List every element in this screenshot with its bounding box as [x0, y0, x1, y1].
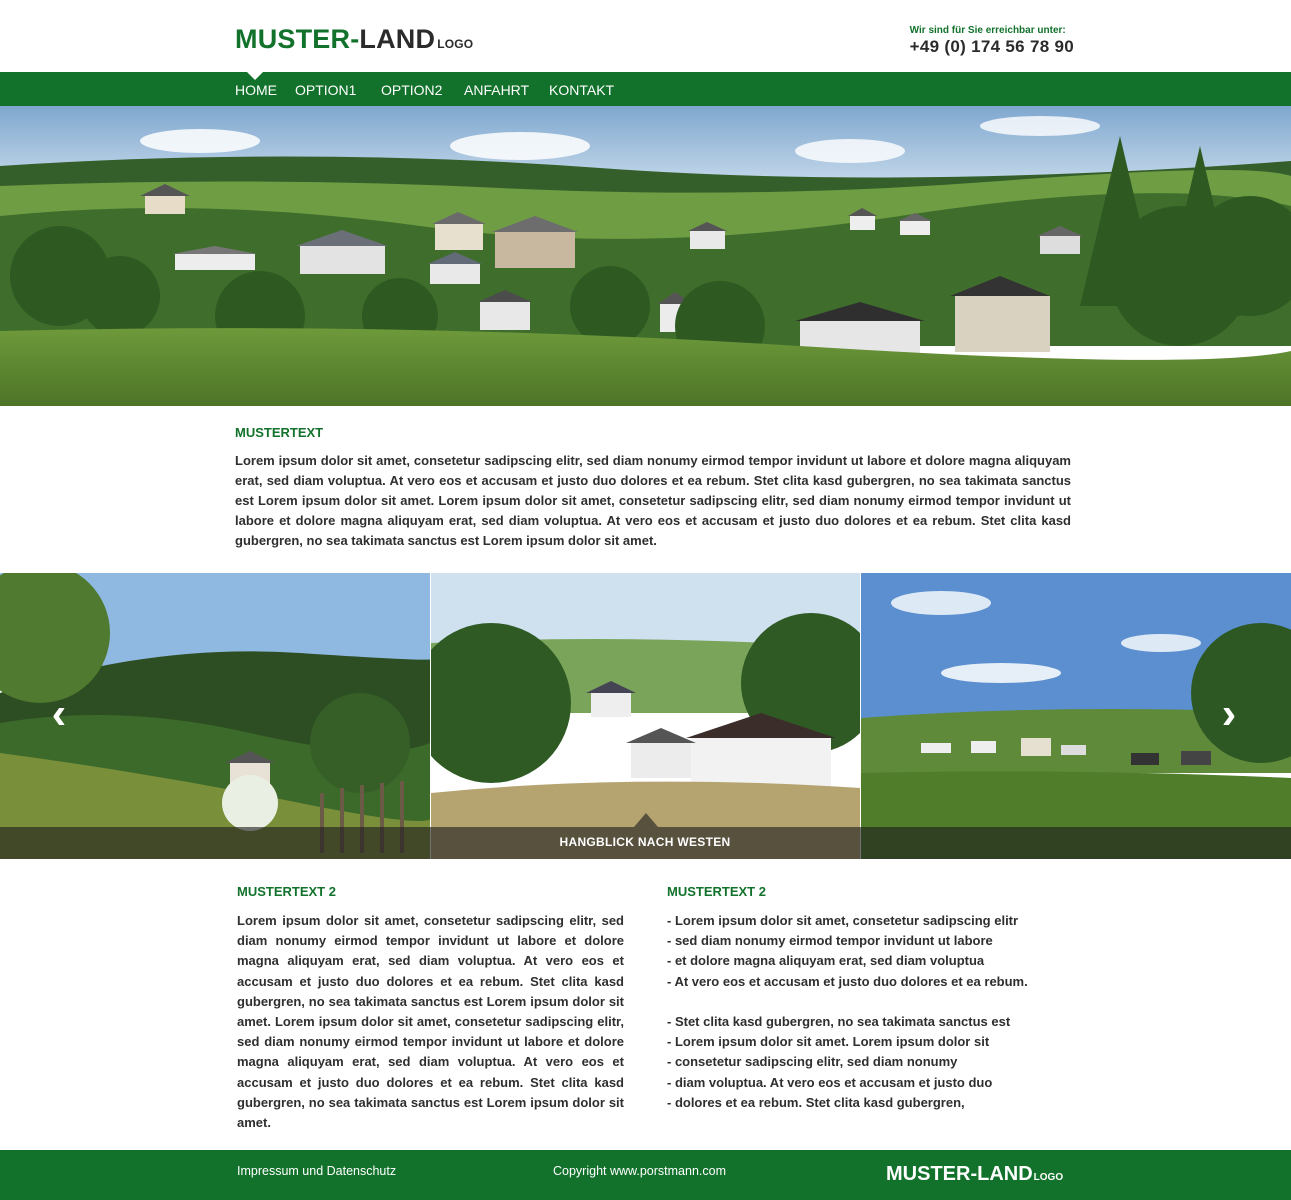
nav-label: HOME [235, 82, 277, 98]
footer-logo[interactable] [886, 1163, 1063, 1186]
list-item: - diam voluptua. At vero eos et accusam et justo duo [667, 1074, 993, 1090]
contact-phone[interactable]: +49 (0) 174 56 78 90 [909, 37, 1074, 56]
footer-copyright[interactable]: Copyright www.porstmann.com [553, 1164, 726, 1178]
hero-panorama-image [0, 106, 1291, 406]
list-spacer [667, 992, 1071, 1012]
image-gallery [0, 573, 1291, 859]
nav-label: OPTION2 [381, 82, 443, 98]
footer-impressum-link[interactable]: Impressum und Datenschutz [237, 1164, 397, 1178]
logo-muster: MUSTER- [235, 24, 360, 54]
gallery-caption: HANGBLICK NACH WESTEN [559, 835, 731, 849]
list-item: - At vero eos et accusam et justo duo dolores et ea rebum. [667, 973, 1028, 989]
list-item: - sed diam nonumy eirmod tempor invidunt ut labore [667, 933, 993, 949]
list-item: - Lorem ipsum dolor sit amet. Lorem ipsum dolor sit [667, 1034, 990, 1050]
content-column-right [667, 884, 1071, 1113]
gallery-next-arrow-icon[interactable] [1214, 689, 1244, 738]
footer-logo-small: LOGO [1033, 1172, 1064, 1183]
content-column-left [237, 884, 624, 1133]
nav-item-anfahrt[interactable] [464, 72, 549, 106]
list-item: - et dolore magna aliquyam erat, sed diam voluptua [667, 953, 985, 969]
nav-item-kontakt[interactable] [549, 72, 629, 106]
list-item: - dolores et ea rebum. Stet clita kasd gubergren, [667, 1094, 965, 1110]
nav-item-option2[interactable] [381, 72, 464, 106]
nav-item-option1[interactable] [295, 72, 381, 106]
contact-block [910, 25, 1074, 57]
col2-title: MUSTERTEXT 2 [667, 884, 766, 899]
footer-logo-main: MUSTER-LAND [886, 1163, 1033, 1185]
list-item: - consetetur sadipscing elitr, sed diam nonumy [667, 1054, 958, 1070]
caption-pointer-icon [634, 813, 658, 827]
intro-text: Lorem ipsum dolor sit amet, consetetur sadipscing elitr, sed diam nonumy eirmod tempor invidunt ut labore et dolore magna aliquyam erat, sed diam voluptua. At vero eos et accusam et justo duo dolores et ea rebum. Stet clita kasd gubergren, no sea takimata sanctus est Lorem ipsum dolor sit amet. Lorem ipsum dolor sit amet, consetetur sadipscing elitr, sed diam nonumy eirmod tempor invidunt ut labore et dolore magna aliquyam erat, sed diam voluptua. At vero eos et accusam et justo duo dolores et ea rebum. Stet clita kasd gubergren, no sea takimata sanctus est Lorem ipsum dolor sit amet. [235, 453, 1071, 548]
next-glyph: › [1221, 689, 1237, 738]
list-item: - Stet clita kasd gubergren, no sea takimata sanctus est [667, 1014, 1011, 1029]
intro-title: MUSTERTEXT [235, 425, 324, 440]
active-caret-icon [247, 72, 263, 80]
site-logo[interactable] [235, 24, 473, 55]
site-footer [0, 1150, 1291, 1200]
main-nav [0, 72, 1291, 106]
nav-item-home[interactable] [235, 72, 295, 106]
col2-list [667, 911, 1071, 1113]
col1-title: MUSTERTEXT 2 [237, 884, 336, 899]
gallery-prev-arrow-icon[interactable] [44, 689, 74, 738]
logo-small: LOGO [437, 37, 474, 51]
logo-land: LAND [359, 24, 436, 54]
prev-glyph: ‹ [51, 689, 67, 738]
list-item: - Lorem ipsum dolor sit amet, consetetur sadipscing elitr [667, 913, 1019, 928]
col1-text: Lorem ipsum dolor sit amet, consetetur sadipscing elitr, sed diam nonumy eirmod tempor invidunt ut labore et dolore magna aliquyam erat, sed diam voluptua. At vero eos et accusam et justo duo dolores et ea rebum. Stet clita kasd gubergren, no sea takimata sanctus est Lorem ipsum dolor sit amet. Lorem ipsum dolor sit amet, consetetur sadipscing elitr, sed diam nonumy eirmod tempor invidunt ut labore et dolore magna aliquyam erat, sed diam voluptua. At vero eos et accusam et justo duo dolores et ea rebum. Stet clita kasd gubergren, no sea takimata sanctus est Lorem ipsum dolor sit amet. [237, 913, 624, 1131]
contact-label: Wir sind für Sie erreichbar unter: [909, 25, 1066, 36]
nav-label: KONTAKT [549, 82, 615, 98]
nav-label: OPTION1 [295, 82, 357, 98]
nav-label: ANFAHRT [464, 82, 530, 98]
